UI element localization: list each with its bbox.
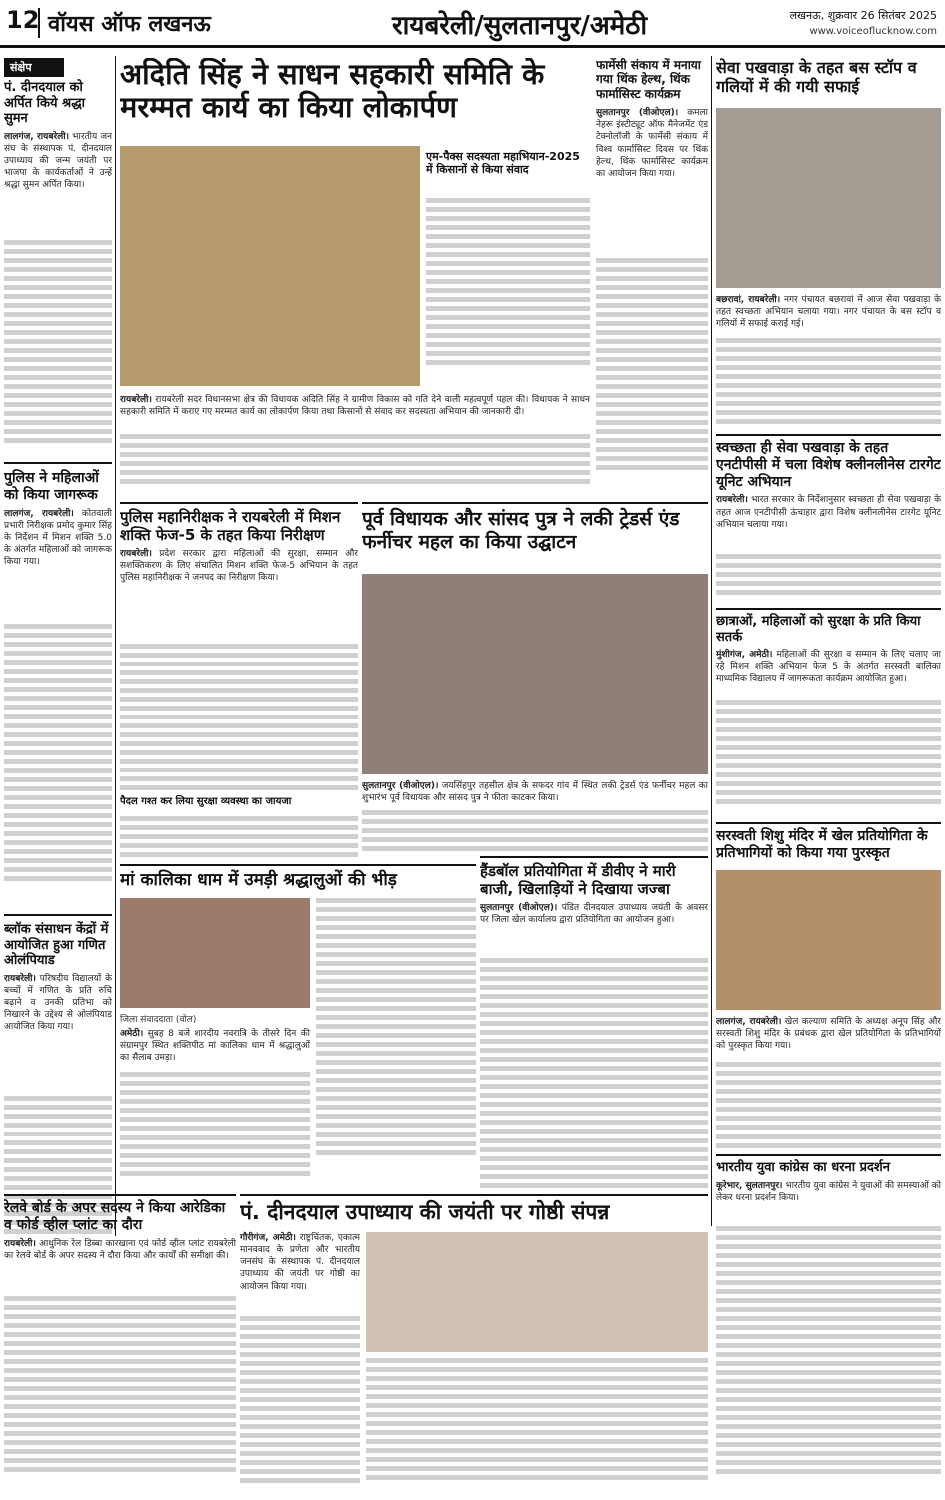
pharmacy-text: कमला नेहरू इंस्टीट्यूट ऑफ मैनेजमेंट एंड टेक्नोलॉजी के फार्मेसी संकाय में विश्व फार्मासिस्ट दिवस पर थिंक हेल्थ, थिंक फार्मासिस्ट कार्यक्रम का आयोजन किया गया। bbox=[596, 108, 708, 179]
traders-photo bbox=[362, 574, 708, 774]
goshthi-article bbox=[240, 1194, 708, 1494]
lead-article bbox=[120, 58, 590, 498]
brief-article bbox=[4, 914, 112, 1234]
police-mission-dateline: रायबरेली। bbox=[120, 549, 152, 559]
lead-dateline: रायबरेली। bbox=[120, 395, 152, 405]
text-filler bbox=[716, 338, 941, 428]
pharmacy-headline: फार्मेसी संकाय में मनाया गया थिंक हेल्थ, थिंक फार्मासिस्ट कार्यक्रम bbox=[596, 58, 701, 101]
ntpc-dateline: रायबरेली। bbox=[716, 495, 748, 506]
text-filler bbox=[4, 240, 112, 450]
text-filler bbox=[716, 1062, 941, 1150]
police-mission-article bbox=[120, 502, 358, 860]
kalika-text: सुबह 8 बजे शारदीय नवरात्रि के तीसरे दिन की संग्रामपुर स्थित शक्तिपीठ मां कालिका धाम में श्रद्धालुओं का सैलाब उमड़ा। bbox=[120, 1029, 310, 1064]
students-dateline: मुंशीगंज, अमेठी। bbox=[716, 650, 773, 661]
goshthi-dateline: गौरीगंज, अमेठी। bbox=[240, 1233, 296, 1243]
railway-article bbox=[4, 1194, 236, 1494]
kalika-photo bbox=[120, 898, 310, 1008]
brief-text: कोतवाली प्रभारी निरीक्षक प्रमोद कुमार सिंह के निर्देशन में मिशन शक्ति 5.0 के अंतर्गत महिलाओं को जागरूक किया गया। bbox=[4, 508, 112, 568]
saraswati-text: खेल कल्याण समिति के अध्यक्ष अनूप सिंह और सरस्वती शिशु मंदिर के प्रबंधक द्वारा खेल प्रतियोगिता के प्रतिभागियों को पुरस्कृत किया गया। bbox=[716, 1017, 941, 1052]
traders-dateline: सुलतानपुर (वीओएल)। bbox=[362, 781, 439, 791]
kalika-headline: मां कालिका धाम में उमड़ी श्रद्धालुओं की भीड़ bbox=[120, 870, 397, 890]
issue-date: लखनऊ, शुक्रवार 26 सितंबर 2025 bbox=[789, 9, 937, 22]
saraswati-headline: सरस्वती शिशु मंदिर में खेल प्रतियोगिता के प्रतिभागियों को किया गया पुरस्कृत bbox=[716, 828, 928, 861]
brief-dateline: लालगंज, रायबरेली। bbox=[4, 508, 74, 519]
sewa-dateline: बछरावां, रायबरेली। bbox=[716, 295, 781, 305]
section-title: रायबरेली/सुलतानपुर/अमेठी bbox=[392, 11, 648, 41]
text-filler bbox=[4, 624, 112, 902]
sewa-article bbox=[716, 58, 941, 428]
website: www.voiceoflucknow.com bbox=[809, 26, 937, 37]
railway-headline: रेलवे बोर्ड के अपर सदस्य ने किया आरेडिका व फोर्ड व्हील प्लांट का दौरा bbox=[4, 1200, 226, 1233]
saraswati-article bbox=[716, 822, 941, 1150]
saraswati-photo bbox=[716, 870, 941, 1010]
pharmacy-dateline: सुलतानपुर (वीओएल)। bbox=[596, 108, 679, 119]
text-filler bbox=[120, 644, 358, 790]
brief-article bbox=[4, 462, 112, 902]
congress-article bbox=[716, 1154, 941, 1494]
text-filler bbox=[4, 1296, 236, 1494]
text-filler bbox=[716, 700, 941, 818]
paper-name: वॉयस ऑफ लखनऊ bbox=[38, 8, 211, 38]
text-filler bbox=[426, 198, 590, 388]
congress-dateline: कूरेभार, सुलतानपुर। bbox=[716, 1180, 783, 1191]
traders-headline: पूर्व विधायक और सांसद पुत्र ने लकी ट्रेडर्स एंड फर्नीचर महल का किया उद्घाटन bbox=[362, 508, 680, 553]
congress-text: भारतीय युवा कांग्रेस ने युवाओं की समस्याओं को लेकर धरना प्रदर्शन किया। bbox=[716, 1180, 941, 1203]
sidebar-label: संक्षेप bbox=[4, 58, 64, 77]
sewa-text: नगर पंचायत बछरावां में आज सेवा पखवाड़ा के तहत स्वच्छता अभियान चलाया गया। नगर पंचायत के बस स्टॉप व गलियों में सफाई कराई गई। bbox=[716, 295, 941, 330]
police-mission-text: प्रदेश सरकार द्वारा महिलाओं की सुरक्षा, सम्मान और सशक्तिकरण के लिए संचालित मिशन शक्ति फेज-5 अभियान के तहत पुलिस महानिरीक्षक ने जनपद का निरीक्षण किया। bbox=[120, 549, 358, 584]
police-mission-headline: पुलिस महानिरीक्षक ने रायबरेली में मिशन शक्ति फेज-5 के तहत किया निरीक्षण bbox=[120, 508, 341, 544]
goshthi-photo bbox=[366, 1232, 708, 1352]
lead-subheadline: एम-पैक्स सदस्यता महाभियान-2025 में किसानों से किया संवाद bbox=[426, 150, 580, 177]
goshthi-headline: पं. दीनदयाल उपाध्याय की जयंती पर गोष्ठी संपन्न bbox=[240, 1200, 610, 1224]
text-filler bbox=[362, 810, 708, 852]
text-filler bbox=[716, 1226, 941, 1494]
traders-text: जयसिंहपुर तहसील क्षेत्र के सफदर गांव में स्थित लकी ट्रेडर्स एंड फर्नीचर महल का शुभारंभ पूर्व विधायक और सांसद पुत्र ने फीता काटकर किया। bbox=[362, 781, 708, 804]
text-filler bbox=[240, 1316, 360, 1494]
traders-article bbox=[362, 502, 708, 852]
railway-text: आधुनिक रेल डिब्बा कारखाना एवं फोर्ड व्हील प्लांट रायबरेली का रेलवे बोर्ड के अपर सदस्य ने दौरा किया और कार्यों की समीक्षा की। bbox=[4, 1238, 236, 1261]
congress-headline: भारतीय युवा कांग्रेस का धरना प्रदर्शन bbox=[716, 1160, 890, 1175]
lead-photo bbox=[120, 146, 420, 386]
railway-dateline: रायबरेली। bbox=[4, 1238, 36, 1249]
brief-headline: पुलिस ने महिलाओं को किया जागरूक bbox=[4, 470, 99, 503]
brief-article bbox=[4, 80, 112, 450]
handball-dateline: सुलतानपुर (वीओएल)। bbox=[480, 903, 558, 913]
goshthi-text: राष्ट्रचिंतक, एकात्म मानववाद के प्रणेता और भारतीय जनसंघ के संस्थापक पं. दीनदयाल उपाध्याय की जयंती पर गोष्ठी का आयोजन किया गया। bbox=[240, 1233, 360, 1292]
masthead bbox=[0, 0, 945, 48]
sidebar-briefs bbox=[4, 58, 112, 1238]
text-filler bbox=[480, 958, 708, 1190]
ntpc-article bbox=[716, 434, 941, 604]
pharmacy-article bbox=[596, 58, 708, 498]
students-article bbox=[716, 608, 941, 818]
brief-text: भारतीय जन संघ के संस्थापक पं. दीनदयाल उपाध्याय की जन्म जयंती पर भाजपा के कार्यकर्ताओं ने उन्हें श्रद्धा सुमन अर्पित किया। bbox=[4, 131, 112, 191]
page-number: 12 bbox=[6, 6, 40, 34]
handball-text: पंडित दीनदयाल उपाध्याय जयंती के अवसर पर जिला खेल कार्यालय द्वारा प्रतियोगिता का आयोजन हुआ। bbox=[480, 903, 708, 926]
handball-article bbox=[480, 856, 708, 1190]
text-filler bbox=[366, 1358, 708, 1494]
sewa-photo bbox=[716, 108, 941, 288]
brief-text: परिषदीय विद्यालयों के बच्चों में गणित के प्रति रुचि बढ़ाने व उनकी प्रतिभा को निखारने के उद्देश्य से ओलंपियाड आयोजित किया गया। bbox=[4, 973, 112, 1033]
police-mission-subhead: पैदल गश्त कर लिया सुरक्षा व्यवस्था का जायजा bbox=[120, 796, 292, 807]
kalika-photo-caption: जिला संवाददाता (वोल) bbox=[120, 1015, 197, 1025]
column-rule bbox=[711, 56, 712, 1226]
column-rule bbox=[115, 56, 116, 1236]
text-filler bbox=[120, 1072, 310, 1190]
brief-dateline: रायबरेली। bbox=[4, 973, 36, 984]
lead-text: रायबरेली सदर विधानसभा क्षेत्र की विधायक अदिति सिंह ने ग्रामीण विकास को गति देने वाली महत्वपूर्ण पहल की। विधायक ने साधन सहकारी समिति में कराए गए मरम्मत कार्य का लोकार्पण किया तथा किसानों से संवाद कर सदस्यता अभियान की जानकारी दी। bbox=[120, 395, 590, 418]
saraswati-dateline: लालगंज, रायबरेली। bbox=[716, 1017, 782, 1027]
brief-headline: पं. दीनदयाल को अर्पित किये श्रद्धा सुमन bbox=[4, 80, 85, 127]
handball-headline: हैंडबॉल प्रतियोगिता में डीवीए ने मारी बाजी, खिलाड़ियों ने दिखाया जज्बा bbox=[480, 862, 676, 898]
brief-headline: ब्लॉक संसाधन केंद्रों में आयोजित हुआ गणित ओलंपियाड bbox=[4, 922, 109, 969]
text-filler bbox=[316, 898, 476, 1190]
ntpc-text: भारत सरकार के निर्देशानुसार स्वच्छता ही सेवा पखवाड़ा के तहत आज एनटीपीसी ऊंचाहार द्वारा विशेष क्लीनलीनेस टारगेट यूनिट अभियान चलाया गया। bbox=[716, 495, 941, 530]
sewa-headline: सेवा पखवाड़ा के तहत बस स्टॉप व गलियों में की गयी सफाई bbox=[716, 58, 917, 97]
text-filler bbox=[120, 434, 590, 494]
lead-headline: अदिति सिंह ने साधन सहकारी समिति के मरम्मत कार्य का किया लोकार्पण bbox=[120, 58, 545, 125]
kalika-dateline: अमेठी। bbox=[120, 1029, 144, 1039]
text-filler bbox=[120, 816, 358, 860]
text-filler bbox=[716, 554, 941, 604]
ntpc-headline: स्वच्छता ही सेवा पखवाड़ा के तहत एनटीपीसी में चला विशेष क्लीनलीनेस टारगेट यूनिट अभियान bbox=[716, 440, 941, 490]
brief-dateline: लालगंज, रायबरेली। bbox=[4, 131, 70, 142]
text-filler bbox=[596, 258, 708, 498]
kalika-article bbox=[120, 864, 476, 1190]
students-text: महिलाओं की सुरक्षा व सम्मान के लिए चलाए जा रहे मिशन शक्ति अभियान फेज 5 के अंतर्गत सरस्वती बालिका माध्यमिक विद्यालय में जागरूकता कार्यक्रम आयोजित हुआ। bbox=[716, 650, 941, 685]
students-headline: छात्राओं, महिलाओं को सुरक्षा के प्रति किया सतर्क bbox=[716, 614, 921, 645]
